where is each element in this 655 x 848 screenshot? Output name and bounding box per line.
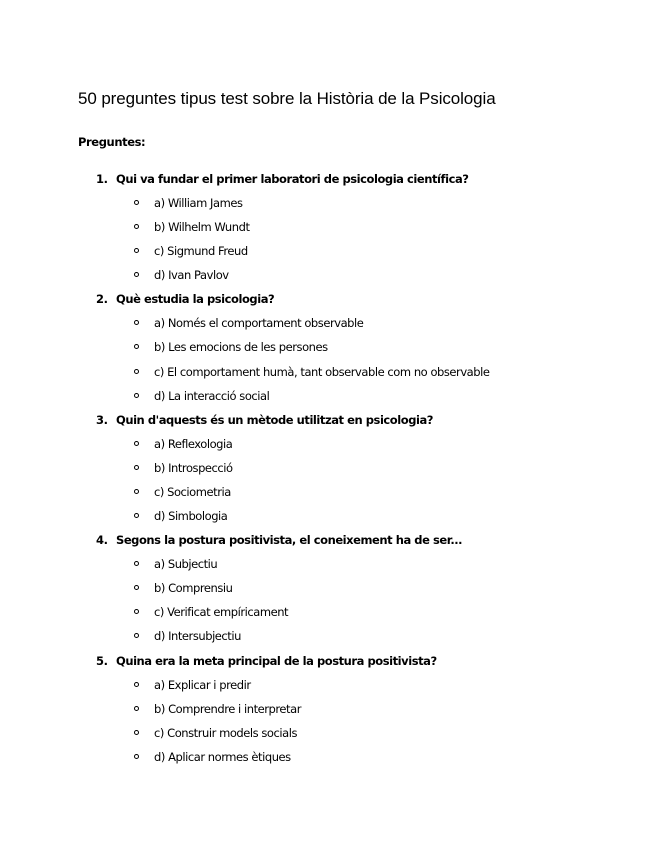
circle-bullet-icon — [134, 754, 139, 759]
circle-bullet-icon — [134, 272, 139, 277]
question-list — [0, 172, 655, 774]
option-item — [0, 316, 655, 340]
option-item — [0, 244, 655, 268]
option-list — [0, 196, 655, 292]
question-item — [0, 533, 655, 653]
option-text: a) Reflexologia — [154, 436, 233, 451]
document-title: 50 preguntes tipus test sobre la Història de la Psicologia — [78, 89, 496, 108]
option-item — [0, 389, 655, 413]
question-text: Qui va fundar el primer laboratori de psicologia científica? — [116, 172, 469, 186]
option-text: b) Introspecció — [154, 460, 233, 475]
option-item — [0, 437, 655, 461]
question-heading — [0, 654, 655, 678]
circle-bullet-icon — [134, 200, 139, 205]
option-text: d) Intersubjectiu — [154, 629, 241, 644]
question-heading — [0, 292, 655, 316]
circle-bullet-icon — [134, 489, 139, 494]
circle-bullet-icon — [134, 706, 139, 711]
circle-bullet-icon — [134, 465, 139, 470]
option-item — [0, 678, 655, 702]
circle-bullet-icon — [134, 730, 139, 735]
option-text: d) Ivan Pavlov — [154, 268, 229, 283]
option-text: c) El comportament humà, tant observable com no observable — [154, 364, 490, 379]
question-item — [0, 172, 655, 292]
question-number: 1. — [96, 172, 108, 186]
option-item — [0, 485, 655, 509]
option-item — [0, 629, 655, 653]
option-item — [0, 220, 655, 244]
question-item — [0, 413, 655, 533]
option-list — [0, 678, 655, 774]
option-text: a) Explicar i predir — [154, 677, 251, 692]
option-text: c) Sigmund Freud — [154, 244, 248, 259]
option-item — [0, 509, 655, 533]
question-number: 2. — [96, 292, 108, 307]
circle-bullet-icon — [134, 585, 139, 590]
circle-bullet-icon — [134, 248, 139, 253]
option-text: b) Comprensiu — [154, 581, 233, 596]
option-text: c) Sociometria — [154, 484, 231, 499]
option-text: a) Només el comportament observable — [154, 316, 364, 331]
circle-bullet-icon — [134, 369, 139, 374]
option-text: c) Construir models socials — [154, 725, 297, 740]
option-item — [0, 750, 655, 774]
option-text: a) William James — [154, 196, 243, 210]
option-text: a) Subjectiu — [154, 557, 218, 572]
circle-bullet-icon — [134, 344, 139, 349]
question-text: Què estudia la psicologia? — [116, 292, 275, 307]
circle-bullet-icon — [134, 224, 139, 229]
option-text: d) Aplicar normes ètiques — [154, 749, 291, 764]
option-item — [0, 605, 655, 629]
question-heading — [0, 533, 655, 557]
option-text: d) Simbologia — [154, 509, 228, 524]
option-text: d) La interacció social — [154, 388, 270, 403]
option-text: c) Verificat empíricament — [154, 605, 289, 620]
question-heading — [0, 413, 655, 437]
question-heading — [0, 172, 655, 196]
question-text: Quina era la meta principal de la postura positivista? — [116, 653, 437, 668]
circle-bullet-icon — [134, 513, 139, 518]
option-item — [0, 557, 655, 581]
question-number: 3. — [96, 412, 108, 427]
circle-bullet-icon — [134, 633, 139, 638]
option-list — [0, 437, 655, 533]
option-item — [0, 581, 655, 605]
question-text: Quin d'aquests és un mètode utilitzat en psicologia? — [116, 412, 433, 427]
option-item — [0, 461, 655, 485]
option-item — [0, 702, 655, 726]
question-item — [0, 292, 655, 412]
circle-bullet-icon — [134, 682, 139, 687]
circle-bullet-icon — [134, 561, 139, 566]
circle-bullet-icon — [134, 393, 139, 398]
question-number: 4. — [96, 533, 108, 548]
option-item — [0, 365, 655, 389]
option-list — [0, 557, 655, 653]
option-list — [0, 316, 655, 412]
option-item — [0, 726, 655, 750]
circle-bullet-icon — [134, 609, 139, 614]
option-text: b) Comprendre i interpretar — [154, 701, 301, 716]
section-label: Preguntes: — [78, 135, 146, 149]
option-item — [0, 340, 655, 364]
question-item — [0, 654, 655, 774]
question-text: Segons la postura positivista, el coneixement ha de ser... — [116, 533, 463, 548]
option-text: b) Les emocions de les persones — [154, 340, 328, 355]
circle-bullet-icon — [134, 441, 139, 446]
circle-bullet-icon — [134, 320, 139, 325]
option-item — [0, 196, 655, 220]
question-number: 5. — [96, 653, 108, 668]
option-item — [0, 268, 655, 292]
option-text: b) Wilhelm Wundt — [154, 220, 250, 235]
